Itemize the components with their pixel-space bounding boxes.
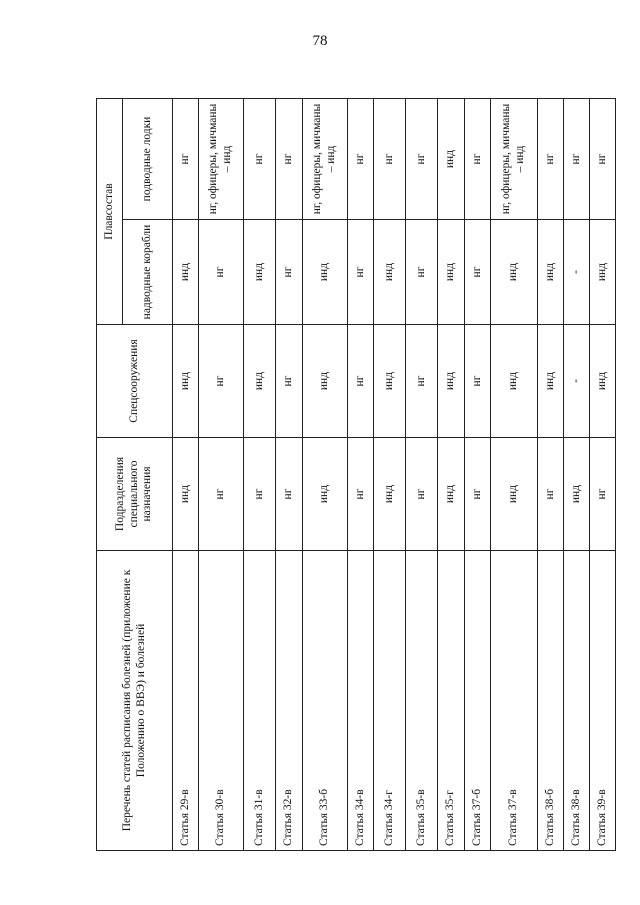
submarines-cell: нг xyxy=(244,99,276,220)
submarines-cell: нг xyxy=(173,99,199,220)
fitness-table xyxy=(96,98,616,851)
special-units-cell: нг xyxy=(199,438,244,551)
special-structures-cell: инд xyxy=(491,325,538,438)
header-special-units: Подразделения специального назначения xyxy=(97,438,173,551)
special-structures-cell: нг xyxy=(199,325,244,438)
article-cell: Статья 34-в xyxy=(348,551,374,851)
surface-ships-cell: инд xyxy=(374,220,406,325)
surface-ships-cell: нг xyxy=(199,220,244,325)
article-cell: Статья 39-в xyxy=(590,551,616,851)
submarines-cell: инд xyxy=(438,99,465,220)
surface-ships-cell: инд xyxy=(173,220,199,325)
table-row xyxy=(374,99,406,851)
special-structures-cell: инд xyxy=(374,325,406,438)
surface-ships-cell: инд xyxy=(590,220,616,325)
article-cell: Статья 34-г xyxy=(374,551,406,851)
special-units-cell: инд xyxy=(374,438,406,551)
special-units-cell: нг xyxy=(590,438,616,551)
special-units-cell: инд xyxy=(491,438,538,551)
special-structures-cell: - xyxy=(564,325,590,438)
table-row xyxy=(199,99,244,851)
header-articles: Перечень статей расписания болезней (приложение к Положению о ВВЭ) и болезней xyxy=(97,551,173,851)
submarines-cell: нг xyxy=(564,99,590,220)
header-special-structures: Спецсооружения xyxy=(97,325,173,438)
table-row xyxy=(348,99,374,851)
special-units-cell: инд xyxy=(173,438,199,551)
table-row xyxy=(276,99,303,851)
table-row xyxy=(244,99,276,851)
submarines-cell: нг, офицеры, мичманы – инд xyxy=(199,99,244,220)
article-cell: Статья 32-в xyxy=(276,551,303,851)
article-cell: Статья 37-в xyxy=(491,551,538,851)
special-structures-cell: инд xyxy=(538,325,564,438)
special-structures-cell: нг xyxy=(348,325,374,438)
surface-ships-cell: инд xyxy=(538,220,564,325)
table-row xyxy=(590,99,616,851)
special-units-cell: нг xyxy=(348,438,374,551)
article-cell: Статья 35-в xyxy=(406,551,438,851)
special-units-cell: нг xyxy=(538,438,564,551)
surface-ships-cell: инд xyxy=(244,220,276,325)
submarines-cell: нг, офицеры, мичманы – инд xyxy=(303,99,348,220)
surface-ships-cell: инд xyxy=(491,220,538,325)
submarines-cell: нг xyxy=(348,99,374,220)
header-navy-group: Плавсостав xyxy=(97,99,123,325)
submarines-cell: нг xyxy=(465,99,491,220)
surface-ships-cell: инд xyxy=(303,220,348,325)
surface-ships-cell: - xyxy=(564,220,590,325)
submarines-cell: нг xyxy=(406,99,438,220)
submarines-cell: нг xyxy=(374,99,406,220)
special-structures-cell: инд xyxy=(244,325,276,438)
special-units-cell: нг xyxy=(465,438,491,551)
table-row xyxy=(564,99,590,851)
submarines-cell: нг xyxy=(276,99,303,220)
article-cell: Статья 29-в xyxy=(173,551,199,851)
special-structures-cell: инд xyxy=(303,325,348,438)
submarines-cell: нг, офицеры, мичманы – инд xyxy=(491,99,538,220)
surface-ships-cell: нг xyxy=(348,220,374,325)
special-structures-cell: нг xyxy=(406,325,438,438)
submarines-cell: нг xyxy=(590,99,616,220)
header-row xyxy=(97,99,123,851)
table-row xyxy=(438,99,465,851)
special-structures-cell: нг xyxy=(465,325,491,438)
table-row xyxy=(538,99,564,851)
article-cell: Статья 30-в xyxy=(199,551,244,851)
special-units-cell: нг xyxy=(244,438,276,551)
special-units-cell: нг xyxy=(276,438,303,551)
table-row xyxy=(406,99,438,851)
header-submarines: подводные лодки xyxy=(123,99,173,220)
special-structures-cell: инд xyxy=(590,325,616,438)
rotated-table-container xyxy=(96,99,608,851)
special-structures-cell: инд xyxy=(173,325,199,438)
special-structures-cell: нг xyxy=(276,325,303,438)
article-cell: Статья 37-б xyxy=(465,551,491,851)
page-number: 78 xyxy=(312,33,328,49)
special-structures-cell: инд xyxy=(438,325,465,438)
surface-ships-cell: нг xyxy=(406,220,438,325)
table-row xyxy=(491,99,538,851)
article-cell: Статья 38-б xyxy=(538,551,564,851)
article-cell: Статья 38-в xyxy=(564,551,590,851)
special-units-cell: нг xyxy=(406,438,438,551)
table-body xyxy=(173,99,616,851)
article-cell: Статья 35-г xyxy=(438,551,465,851)
article-cell: Статья 31-в xyxy=(244,551,276,851)
header-surface-ships: надводные корабли xyxy=(123,220,173,325)
submarines-cell: нг xyxy=(538,99,564,220)
article-cell: Статья 33-б xyxy=(303,551,348,851)
table-row xyxy=(173,99,199,851)
special-units-cell: инд xyxy=(438,438,465,551)
special-units-cell: инд xyxy=(303,438,348,551)
special-units-cell: инд xyxy=(564,438,590,551)
surface-ships-cell: нг xyxy=(276,220,303,325)
table-row xyxy=(303,99,348,851)
surface-ships-cell: инд xyxy=(438,220,465,325)
table-row xyxy=(465,99,491,851)
surface-ships-cell: нг xyxy=(465,220,491,325)
